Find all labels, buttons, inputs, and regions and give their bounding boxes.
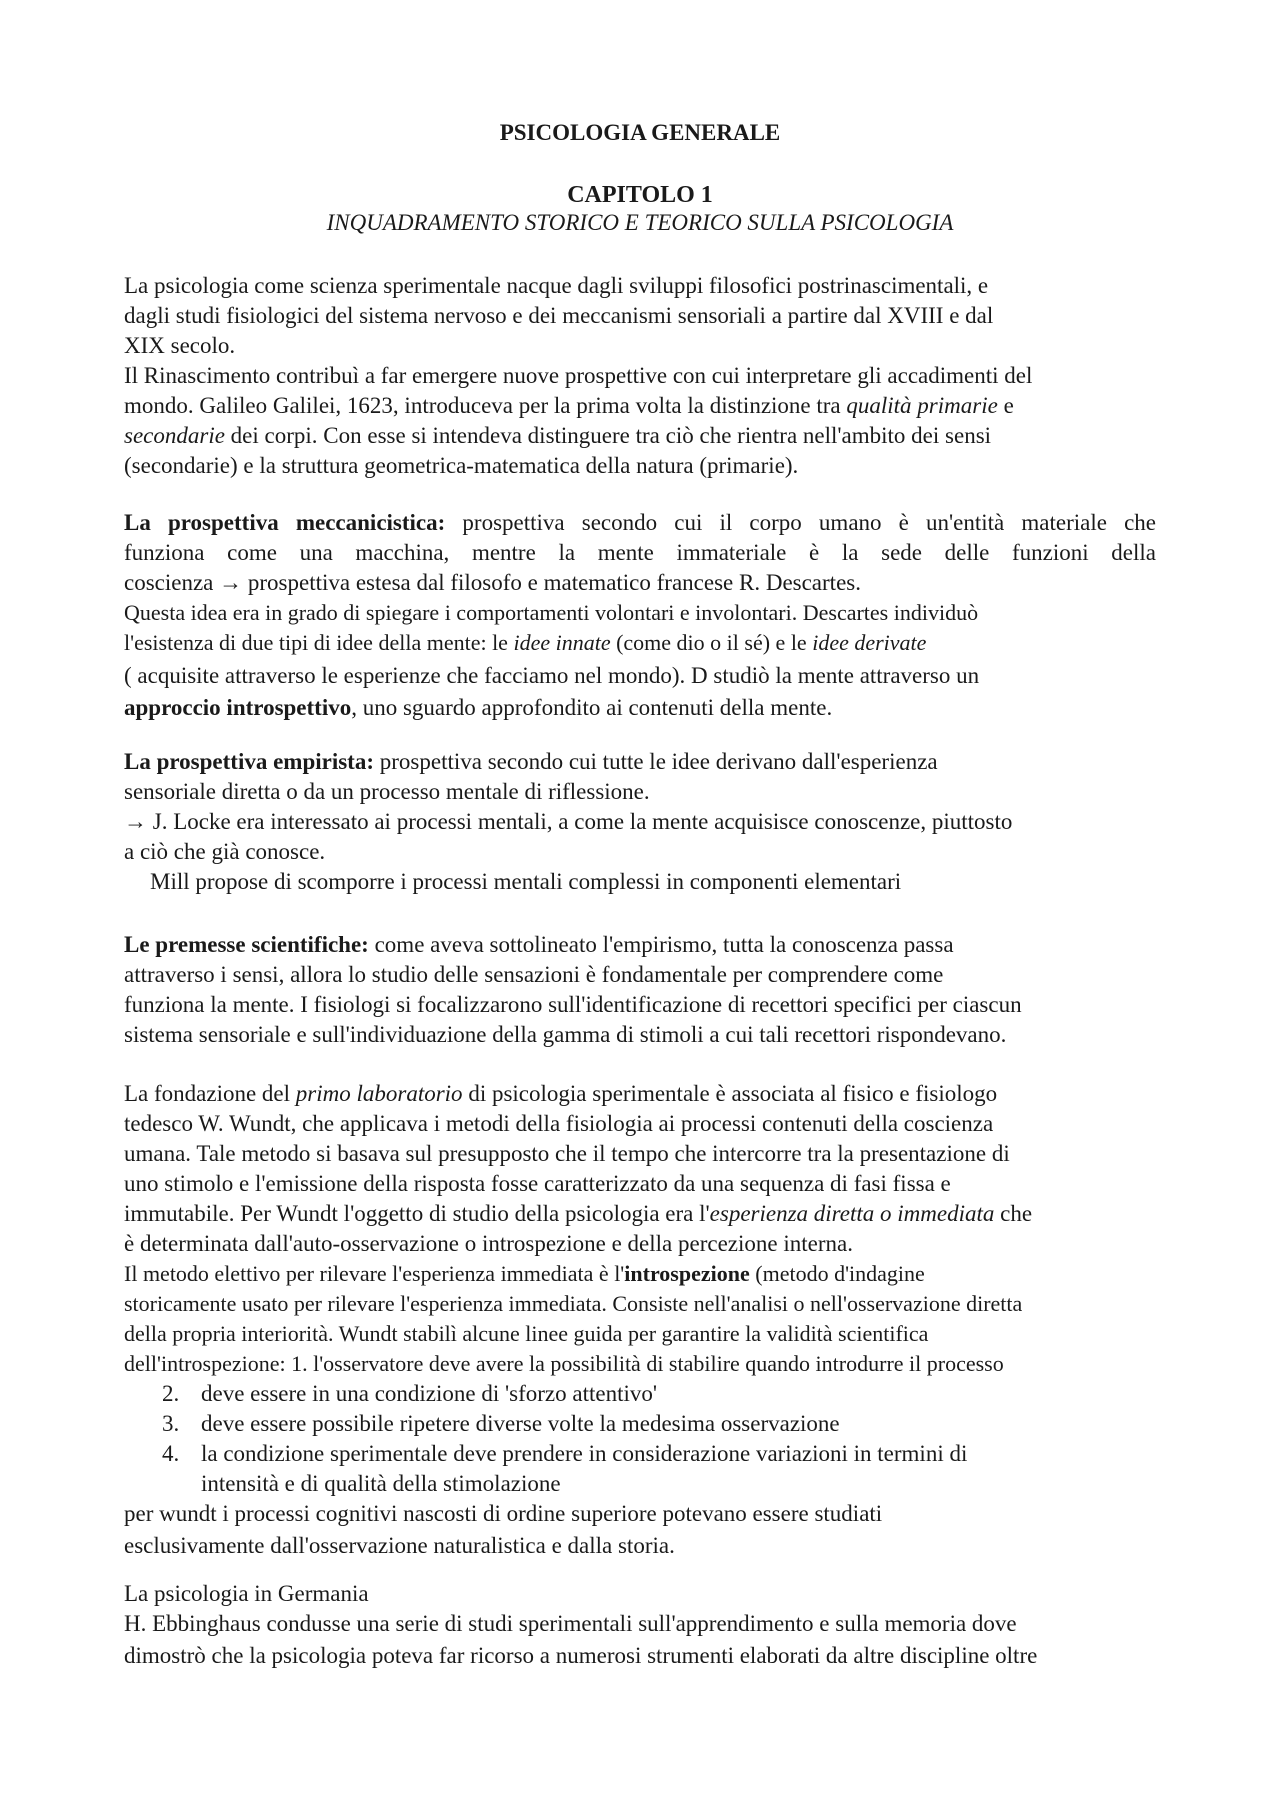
bold-term: approccio introspettivo xyxy=(124,695,352,720)
italic-term: qualità primarie xyxy=(846,393,998,418)
text-run: prospettiva secondo cui il corpo umano è un'entità materiale che xyxy=(445,510,1156,535)
text-line: Mill propose di scomporre i processi mentali complessi in componenti elementari xyxy=(150,869,902,894)
empiricist-paragraph xyxy=(124,747,1156,897)
text-run: La fondazione del xyxy=(124,1081,296,1106)
text-line: La psicologia come scienza sperimentale nacque dagli sviluppi filosofici postrinascimentali, e xyxy=(124,273,989,298)
text-line: tedesco W. Wundt, che applicava i metodi della fisiologia ai processi contenuti della coscienza xyxy=(124,1111,994,1136)
text-run: dei corpi. Con esse si intendeva distinguere tra ciò che rientra nell'ambito dei sensi xyxy=(224,423,992,448)
document-title: PSICOLOGIA GENERALE xyxy=(499,120,781,145)
text-line: Il Rinascimento contribuì a far emergere nuove prospettive con cui interpretare gli accadimenti del xyxy=(124,363,1033,388)
list-text: intensità e di qualità della stimolazione xyxy=(201,1471,561,1496)
italic-term: esperienza diretta o immediata xyxy=(709,1201,995,1226)
list-number: 2. xyxy=(162,1381,180,1406)
subsection-heading: La psicologia in Germania xyxy=(124,1581,369,1606)
text-run: (metodo d'indagine xyxy=(749,1261,925,1286)
list-item xyxy=(124,1379,1156,1409)
text-run: Il metodo elettivo per rilevare l'esperienza immediata è l' xyxy=(124,1261,625,1286)
italic-term: primo laboratorio xyxy=(295,1081,463,1106)
list-item-continuation xyxy=(124,1469,1156,1499)
text-line: XIX secolo. xyxy=(124,333,236,358)
text-run: che xyxy=(994,1201,1033,1226)
section-heading: La prospettiva meccanicistica: xyxy=(124,510,446,535)
text-line xyxy=(124,693,1156,723)
text-line: coscienza → prospettiva estesa dal filosofo e matematico francese R. Descartes. xyxy=(124,570,861,595)
text-line: Questa idea era in grado di spiegare i comportamenti volontari e involontari. Descartes individuò xyxy=(124,600,979,625)
text-line: a ciò che già conosce. xyxy=(124,839,326,864)
section-heading: Le premesse scientifiche: xyxy=(124,932,369,957)
italic-term: secondarie xyxy=(124,423,225,448)
text-line: funziona la mente. I fisiologi si focalizzarono sull'identificazione di recettori specifici per ciascun xyxy=(124,992,1022,1017)
text-run: prospettiva secondo cui tutte le idee derivano dall'esperienza xyxy=(374,749,938,774)
list-item xyxy=(124,1439,1156,1469)
text-line xyxy=(124,508,1156,538)
italic-term: idee derivate xyxy=(812,630,927,655)
text-line: umana. Tale metodo si basava sul presupposto che il tempo che intercorre tra la presentazione di xyxy=(124,1141,1010,1166)
text-run: e xyxy=(997,393,1014,418)
chapter-subtitle: INQUADRAMENTO STORICO E TEORICO SULLA PSICOLOGIA xyxy=(326,210,954,235)
bold-term: introspezione xyxy=(624,1261,750,1286)
text-line: per wundt i processi cognitivi nascosti di ordine superiore potevano essere studiati xyxy=(124,1501,883,1526)
text-run: mondo. Galileo Galilei, 1623, introduceva per la prima volta la distinzione tra xyxy=(124,393,847,418)
text-line xyxy=(124,1259,1156,1289)
section-heading: La prospettiva empirista: xyxy=(124,749,375,774)
text-line: della propria interiorità. Wundt stabilì alcune linee guida per garantire la validità scientifica xyxy=(124,1321,929,1346)
text-line: dell'introspezione: 1. l'osservatore deve avere la possibilità di stabilire quando introdurre il processo xyxy=(124,1351,1004,1376)
text-line: esclusivamente dall'osservazione naturalistica e dalla storia. xyxy=(124,1533,675,1558)
text-line: dagli studi fisiologici del sistema nervoso e dei meccanismi sensoriali a partire dal XVIII e dal xyxy=(124,303,994,328)
chapter-heading: CAPITOLO 1 xyxy=(567,182,713,208)
text-line xyxy=(124,930,1156,960)
text-line: storicamente usato per rilevare l'esperienza immediata. Consiste nell'analisi o nell'osservazione diretta xyxy=(124,1291,1023,1316)
list-number: 3. xyxy=(162,1411,180,1436)
text-line xyxy=(124,1199,1156,1229)
text-line: ( acquisite attraverso le esperienze che facciamo nel mondo). D studiò la mente attraverso un xyxy=(124,663,980,688)
text-line: sensoriale diretta o da un processo mentale di riflessione. xyxy=(124,779,650,804)
germany-paragraph xyxy=(124,1579,1156,1671)
text-run: (come dio o il sé) e le xyxy=(610,630,813,655)
list-text: la condizione sperimentale deve prendere in considerazione variazioni in termini di xyxy=(201,1441,968,1466)
text-line: attraverso i sensi, allora lo studio delle sensazioni è fondamentale per comprendere come xyxy=(124,962,944,987)
intro-paragraph xyxy=(124,271,1156,481)
guidelines-list xyxy=(124,1379,1156,1561)
text-run: di psicologia sperimentale è associata al fisico e fisiologo xyxy=(462,1081,998,1106)
list-item xyxy=(124,1409,1156,1439)
text-run: , uno sguardo approfondito ai contenuti della mente. xyxy=(351,695,833,720)
text-line xyxy=(124,1079,1156,1109)
list-text: deve essere possibile ripetere diverse volte la medesima osservazione xyxy=(201,1411,840,1436)
list-number: 4. xyxy=(162,1441,180,1466)
text-line xyxy=(124,628,1156,658)
text-run: come aveva sottolineato l'empirismo, tutta la conoscenza passa xyxy=(368,932,954,957)
wundt-paragraph xyxy=(124,1079,1156,1379)
text-run: l'esistenza di due tipi di idee della mente: le xyxy=(124,630,514,655)
text-line xyxy=(124,391,1156,421)
text-line: funziona come una macchina, mentre la mente immateriale è la sede delle funzioni della xyxy=(124,540,1156,565)
list-text: deve essere in una condizione di 'sforzo attentivo' xyxy=(201,1381,657,1406)
text-line: è determinata dall'auto-osservazione o introspezione e della percezione interna. xyxy=(124,1231,853,1256)
mechanistic-paragraph xyxy=(124,508,1156,723)
text-line: uno stimolo e l'emissione della risposta fosse caratterizzato da una sequenza di fasi fissa e xyxy=(124,1171,951,1196)
text-line: H. Ebbinghaus condusse una serie di studi sperimentali sull'apprendimento e sulla memoria dove xyxy=(124,1611,1017,1636)
text-line: dimostrò che la psicologia poteva far ricorso a numerosi strumenti elaborati da altre discipline oltre xyxy=(124,1643,1038,1668)
text-run: immutabile. Per Wundt l'oggetto di studio della psicologia era l' xyxy=(124,1201,710,1226)
text-line: sistema sensoriale e sull'individuazione della gamma di stimoli a cui tali recettori rispondevano. xyxy=(124,1022,1007,1047)
text-line: (secondarie) e la struttura geometrica-matematica della natura (primarie). xyxy=(124,453,799,478)
italic-term: idee innate xyxy=(513,630,611,655)
scientific-premises-paragraph xyxy=(124,930,1156,1050)
text-line xyxy=(124,421,1156,451)
text-line xyxy=(124,747,1156,777)
text-line: → J. Locke era interessato ai processi mentali, a come la mente acquisisce conoscenze, piuttosto xyxy=(124,809,1013,834)
